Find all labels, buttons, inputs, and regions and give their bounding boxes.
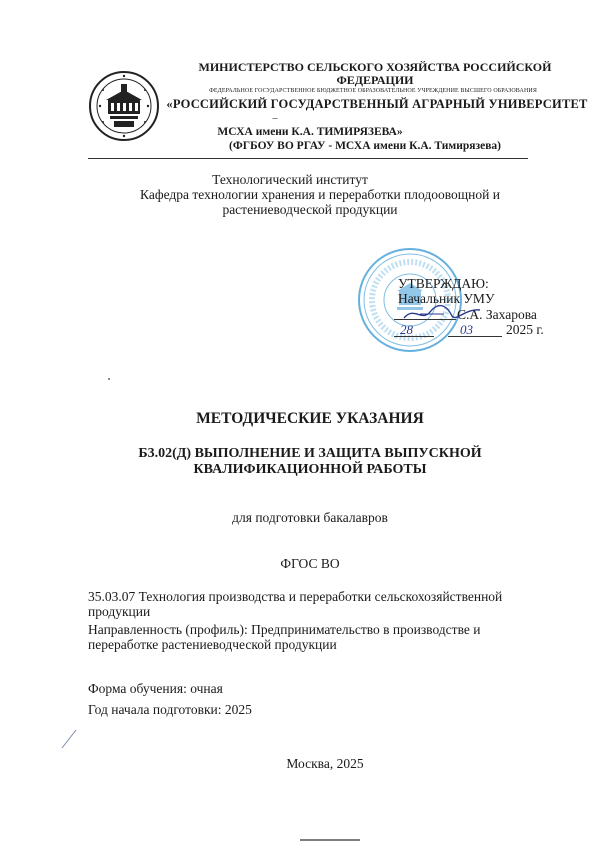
document-subtitle: Б3.02(Д) ВЫПОЛНЕНИЕ И ЗАЩИТА ВЫПУСКНОЙ КВАЛИФИКАЦИОННОЙ РАБОТЫ xyxy=(138,446,482,477)
header-dash: – xyxy=(272,113,278,124)
study-form-line: Форма обучения: очная xyxy=(88,681,223,696)
approval-year: 2025 г. xyxy=(506,322,544,337)
approval-month: 03 xyxy=(460,322,473,337)
university-name-line: «РОССИЙСКИЙ ГОСУДАРСТВЕННЫЙ АГРАРНЫЙ УНИВЕРСИТЕТ xyxy=(166,97,588,111)
approval-label: УТВЕРЖДАЮ: xyxy=(398,276,489,291)
header-divider xyxy=(88,158,528,159)
document-title: МЕТОДИЧЕСКИЕ УКАЗАНИЯ xyxy=(196,410,424,427)
federal-institution-line: ФЕДЕРАЛЬНОЕ ГОСУДАРСТВЕННОЕ БЮДЖЕТНОЕ ОБРАЗОВАТЕЛЬНОЕ УЧРЕЖДЕНИЕ ВЫСШЕГО ОБРАЗОВАНИЯ xyxy=(209,88,537,94)
ministry-line-2: ФЕДЕРАЦИИ xyxy=(336,73,414,87)
speck xyxy=(108,378,110,380)
approver-position: Начальник УМУ xyxy=(398,291,495,306)
department-line-1: Кафедра технологии хранения и переработки плодоовощной и xyxy=(140,187,500,202)
direction-line-1: 35.03.07 Технология производства и переработки сельскохозяйственной xyxy=(88,589,503,604)
city-year: Москва, 2025 xyxy=(286,756,364,771)
start-year-line: Год начала подготовки: 2025 xyxy=(88,702,252,717)
university-abbreviation: (ФГБОУ ВО РГАУ - МСХА имени К.А. Тимирязева) xyxy=(229,140,501,152)
ministry-line-1: МИНИСТЕРСТВО СЕЛЬСКОГО ХОЗЯЙСТВА РОССИЙСКОЙ xyxy=(198,60,552,74)
audience-line: для подготовки бакалавров xyxy=(232,510,388,525)
day-line xyxy=(394,336,434,337)
approver-name: С.А. Захарова xyxy=(457,307,537,322)
standard-line: ФГОС ВО xyxy=(280,556,340,571)
institute-name: Технологический институт xyxy=(212,172,368,187)
profile-line-2: переработке растениеводческой продукции xyxy=(88,637,337,652)
scan-edge-mark xyxy=(300,832,360,841)
profile-line-1: Направленность (профиль): Предпринимательство в производстве и xyxy=(88,622,481,637)
approval-day: 28 xyxy=(400,322,413,337)
msha-line: МСХА имени К.А. ТИМИРЯЗЕВА» xyxy=(217,126,403,138)
month-line xyxy=(448,336,502,337)
pen-mark xyxy=(58,728,78,752)
department-line-2: растениеводческой продукции xyxy=(222,202,398,217)
university-logo xyxy=(88,70,160,142)
direction-line-2: продукции xyxy=(88,604,151,619)
